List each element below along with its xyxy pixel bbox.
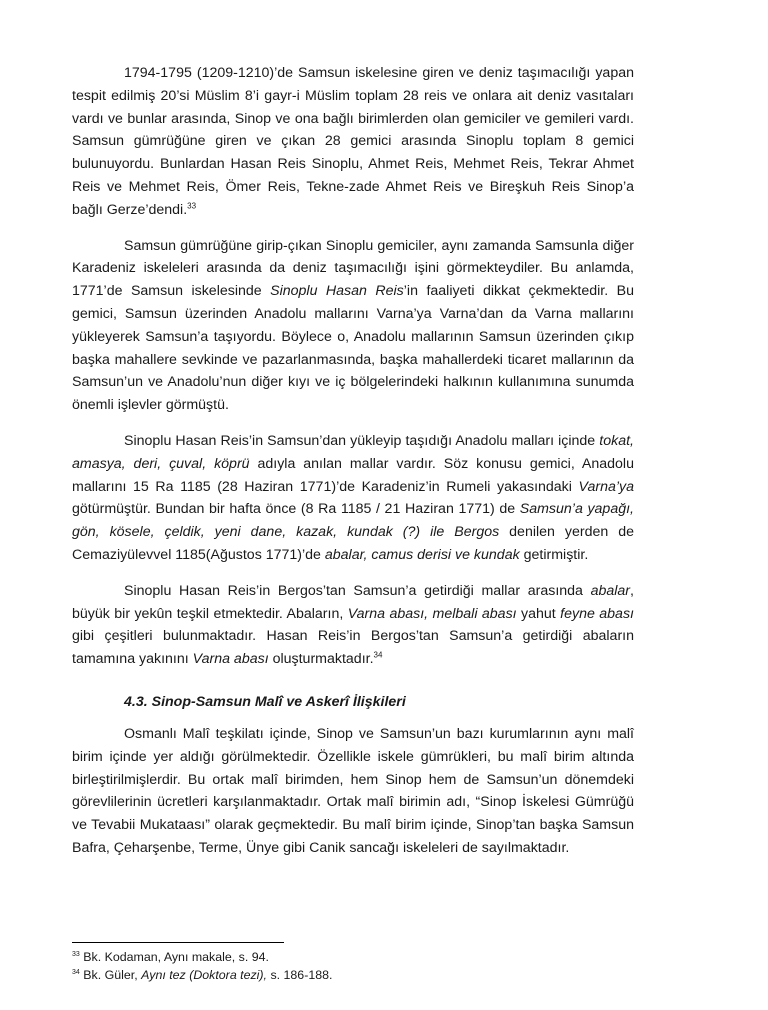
italic-text: Varna abası xyxy=(192,651,269,668)
footnote: $^{34}$ Bk. Güler, Aynı tez (Doktora tezi), s. 186-188. xyxy=(72,967,333,982)
italic-text: Sinoplu Hasan Reis xyxy=(270,283,404,300)
italic-text: Varna’ya xyxy=(578,478,634,495)
document-page xyxy=(72,62,634,873)
footnote-number: 34 xyxy=(72,968,80,976)
paragraph: 1794-1795 (1209-1210)’de Samsun iskelesine giren ve deniz taşımacılığı yapan tespit edilmiş 20’si Müslim 8’i gayr-i Müslim toplam 28 reis ve onlara ait deniz vasıtaları vardı ve bunlar arasında, Sinop ve ona bağlı birimlerden olan gemiciler ve gemileri vardı. Samsun gümrüğüne giren ve çıkan 28 gemici arasında Sinoplu toplam 8 gemici bulunuyordu. Bunlardan Hasan Reis Sinoplu, Ahmet Reis, Mehmet Reis, Tekrar Ahmet Reis ve Mehmet Reis, Ömer Reis, Tekne-zade Ahmet Reis ve Bireşkuh Reis Sinop’a bağlı Gerze’dendi.$^{33}$ xyxy=(72,65,634,218)
body-text xyxy=(72,62,634,671)
paragraph: Sinoplu Hasan Reis’in Bergos’tan Samsun’a getirdiği mallar arasında abalar, büyük bir yekûn teşkil etmektedir. Abaların, Varna abası, melbali abası yahut feyne abası gibi çeşitleri bulunmaktadır. Hasan Reis’in Bergos’tan Samsun’a getirdiği abaların tamamına yakınını Varna abası oluşturmaktadır.$^{34}$ xyxy=(72,582,634,668)
italic-text: abalar, camus derisi ve kundak xyxy=(324,546,520,563)
footnote-reference: 33 xyxy=(187,201,197,211)
footnote-reference: 34 xyxy=(373,650,383,660)
paragraph: Sinoplu Hasan Reis’in Samsun’dan yükleyip taşıdığı Anadolu malları içinde tokat, amasya, deri, çuval, köprü adıyla anılan mallar vardır. Söz konusu gemici, Anadolu mallarını 15 Ra 1185 (28 Haziran 1771)’de Karadeniz’in Rumeli yakasındaki Varna’ya götürmüştür. Bundan bir hafta önce (8 Ra 1185 / 21 Haziran 1771) de Samsun’a yapağı, gön, kösele, çeldik, yeni dane, kazak, kundak (?) ile Bergos denilen yerden de Cemaziyülevvel 1185(Ağustos 1771)’de abalar, camus derisi ve kundak getirmiştir. xyxy=(72,432,634,563)
section-heading: 4.3. Sinop-Samsun Malî ve Askerî İlişkileri xyxy=(124,693,406,710)
footnote: $^{33}$ Bk. Kodaman, Aynı makale, s. 94. xyxy=(72,950,269,964)
italic-text: tokat, amasya, deri, çuval, köprü xyxy=(72,432,634,472)
italic-text: abalar xyxy=(590,582,631,599)
paragraph: Samsun gümrüğüne girip-çıkan Sinoplu gemiciler, aynı zamanda Samsunla diğer Karadeniz iskeleleri arasında da deniz taşımacılığı işini görmekteydiler. Bu anlamda, 1771’de Samsun iskelesinde Sinoplu Hasan Reis’in faaliyeti dikkat çekmektedir. Bu gemici, Samsun üzerinden Anadolu mallarını Varna’ya Varna’dan da Varna mallarını yükleyerek Samsun’a taşıyordu. Böylece o, Anadolu mallarının Samsun üzerinden çıkıp başka mahallere sevkinde ve pazarlanmasında, başka mahallerdeki ticaret mallarının da Samsun’un ve Anadolu’nun diğer kıyı ve iç bölgelerindeki halkının kullanımına sunumda önemli işlevler görmüştü. xyxy=(72,237,634,414)
paragraph: Osmanlı Malî teşkilatı içinde, Sinop ve Samsun’un bazı kurumlarının aynı malî birim içinde yer aldığı görülmektedir. Özellikle iskele gümrükleri, bu malî birim altında birleştirilmişlerdir. Bu ortak malî birimden, hem Sinop hem de Samsun’un dönemdeki görevlilerinin ücretleri karşılanmaktadır. Ortak malî birimin adı, “Sinop İskelesi Gümrüğü ve Tevabii Mukataası” olarak geçmektedir. Bu malî birim içinde, Sinop’tan başka Samsun Bafra, Çeharşenbe, Terme, Ünye gibi Canik sancağı iskeleleri de sayılmaktadır. xyxy=(72,725,634,856)
italic-text: Aynı tez (Doktora tezi), xyxy=(141,967,267,982)
italic-text: Samsun’a yapağı, gön, kösele, çeldik, yeni dane, kazak, kundak (?) ile Bergos xyxy=(72,501,634,541)
body-text-section-4-3 xyxy=(72,723,634,860)
italic-text: Varna abası, melbali abası xyxy=(347,605,517,622)
footnote-separator xyxy=(72,942,284,943)
footnote-number: 33 xyxy=(72,950,80,958)
italic-text: feyne abası xyxy=(560,605,634,622)
footnotes xyxy=(72,949,632,984)
